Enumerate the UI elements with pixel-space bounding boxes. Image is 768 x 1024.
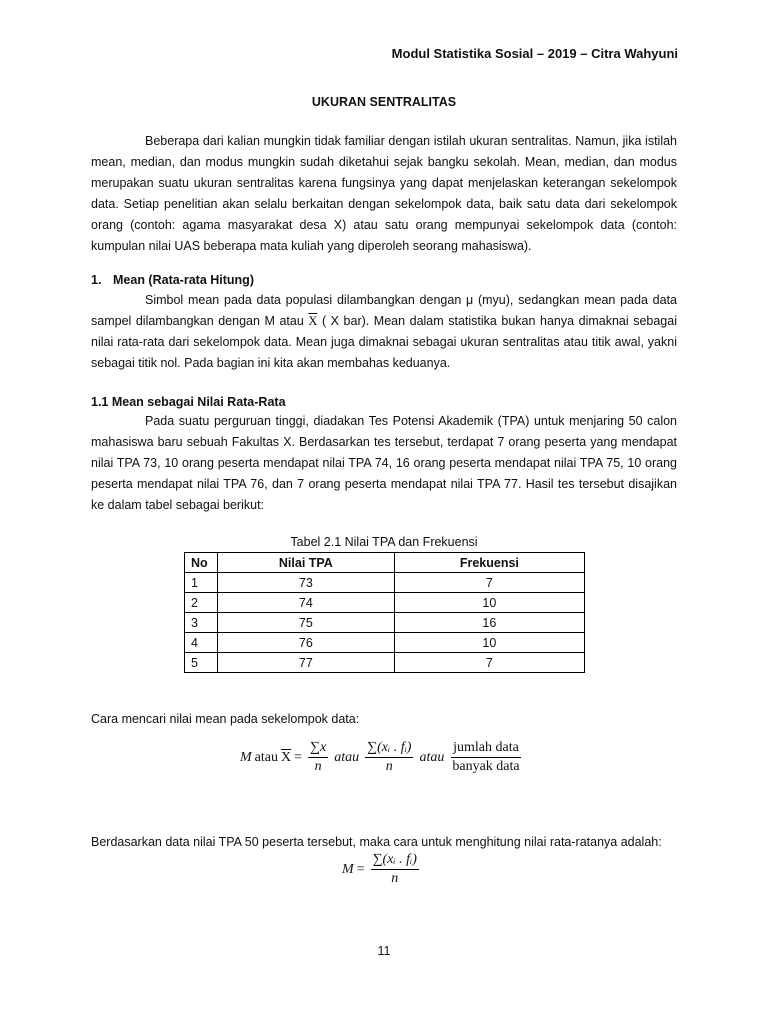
table-row bbox=[185, 633, 585, 653]
table-header-row bbox=[185, 553, 585, 573]
formula-atau-word: atau bbox=[334, 749, 360, 765]
cell-nilai: 76 bbox=[218, 633, 395, 653]
formula-intro: Cara mencari nilai mean pada sekelompok data: bbox=[91, 712, 360, 726]
cell-frekuensi: 10 bbox=[394, 633, 584, 653]
section-1-1-paragraph: Pada suatu perguruan tinggi, diadakan Tes Potensi Akademik (TPA) untuk menjaring 50 calon mahasiswa baru sebuah Fakultas X. Berdasarkan tes tersebut, terdapat 7 orang peserta yang mendapat nilai TPA 73, 10 orang peserta mendapat nilai TPA 74, 16 orang peserta mendapat nilai TPA 75, 10 orang peserta mendapat nilai TPA 76, dan 7 orang peserta mendapat nilai TPA 77. Hasil tes tersebut disajikan ke dalam tabel sebagai berikut: bbox=[91, 414, 677, 512]
fraction-denominator: n bbox=[314, 759, 322, 774]
formula-equals: = bbox=[356, 861, 365, 877]
column-header-no: No bbox=[185, 553, 218, 573]
section-1-1-heading: 1.1 Mean sebagai Nilai Rata-Rata bbox=[91, 395, 286, 409]
fraction-numerator: ∑x bbox=[308, 740, 328, 758]
table-row bbox=[185, 593, 585, 613]
cell-nilai: 73 bbox=[218, 573, 395, 593]
section-1-text-a: Simbol mean pada data populasi dilambangkan dengan μ (myu), sedangkan mean pada data sampel dilambangkan dengan M atau bbox=[91, 293, 677, 328]
cell-nilai: 77 bbox=[218, 653, 395, 673]
table-caption: Tabel 2.1 Nilai TPA dan Frekuensi bbox=[290, 535, 478, 549]
cell-nilai: 75 bbox=[218, 613, 395, 633]
cell-frekuensi: 16 bbox=[394, 613, 584, 633]
fraction-numerator: ∑(xᵢ . fᵢ) bbox=[371, 852, 419, 870]
intro-paragraph: Beberapa dari kalian mungkin tidak familiar dengan istilah ukuran sentralitas. Namun, jika istilah mean, median, dan modus mungkin sudah diketahui sejak bangku sekolah. Mean, median, dan modus merupakan suatu ukuran sentralitas karena fungsinya yang dapat menjelaskan keterangan sekelompok data. Setiap penelitian akan selalu berkaitan dengan sekelompok data, baik satu data dari sekelompok orang (contoh: agama masyarakat desa X) atau satu orang mempunyai sekelompok data (contoh: kumpulan nilai UAS beberapa mata kuliah yang diperoleh seorang mahasiswa). bbox=[91, 134, 677, 253]
fraction-numerator: ∑(xᵢ . fᵢ) bbox=[365, 740, 413, 758]
cell-frekuensi: 7 bbox=[394, 653, 584, 673]
section-1-paragraph bbox=[91, 290, 677, 374]
fraction-denominator: n bbox=[385, 759, 393, 774]
column-header-frekuensi: Frekuensi bbox=[394, 553, 584, 573]
section-1-heading bbox=[91, 273, 254, 287]
fraction-jumlah-banyak bbox=[450, 740, 521, 775]
formula-m-symbol: M bbox=[342, 861, 354, 877]
mean-formula bbox=[240, 740, 525, 775]
formula-equals: = bbox=[294, 749, 303, 765]
table-row bbox=[185, 573, 585, 593]
tpa-frequency-table bbox=[184, 552, 585, 673]
formula-atau-word: atau bbox=[254, 749, 278, 765]
page-number: 11 bbox=[377, 944, 391, 958]
cell-frekuensi: 10 bbox=[394, 593, 584, 613]
cell-no: 1 bbox=[185, 573, 218, 593]
cell-no: 3 bbox=[185, 613, 218, 633]
fraction-denominator: n bbox=[391, 871, 399, 886]
table-row bbox=[185, 653, 585, 673]
xbar-symbol: $\overline{X}$ bbox=[308, 314, 318, 328]
cell-nilai: 74 bbox=[218, 593, 395, 613]
cell-no: 4 bbox=[185, 633, 218, 653]
formula-xbar-symbol: $\overline{X}$ bbox=[281, 749, 292, 765]
fraction-sum-xf bbox=[371, 852, 419, 887]
section-1-text-b: ( X bar). Mean dalam statistika bukan hanya dimaknai sebagai nilai rata-rata dari sekelompok data. Mean juga dimaknai sebagai ukuran sentralitas atau titik awal, yakni sebagai titik nol. Pada bagian ini kita akan membahas keduanya. bbox=[91, 314, 677, 370]
table-row bbox=[185, 613, 585, 633]
cell-frekuensi: 7 bbox=[394, 573, 584, 593]
fraction-numerator: jumlah data bbox=[451, 740, 521, 758]
running-header: Modul Statistika Sosial – 2019 – Citra Wahyuni bbox=[391, 46, 678, 61]
fraction-sum-xf bbox=[365, 740, 413, 775]
mean-calculation-formula bbox=[342, 852, 422, 887]
fraction-denominator: banyak data bbox=[452, 759, 520, 774]
cell-no: 5 bbox=[185, 653, 218, 673]
section-1-title: Mean (Rata-rata Hitung) bbox=[113, 273, 254, 287]
formula-atau-word: atau bbox=[419, 749, 445, 765]
column-header-nilai: Nilai TPA bbox=[218, 553, 395, 573]
cell-no: 2 bbox=[185, 593, 218, 613]
fraction-sum-x bbox=[308, 740, 328, 775]
formula-m-symbol: M bbox=[240, 749, 252, 765]
chapter-title: UKURAN SENTRALITAS bbox=[311, 95, 457, 109]
formula-2-intro: Berdasarkan data nilai TPA 50 peserta tersebut, maka cara untuk menghitung nilai rata-ratanya adalah: bbox=[91, 835, 662, 849]
section-1-number: 1. bbox=[91, 273, 102, 287]
